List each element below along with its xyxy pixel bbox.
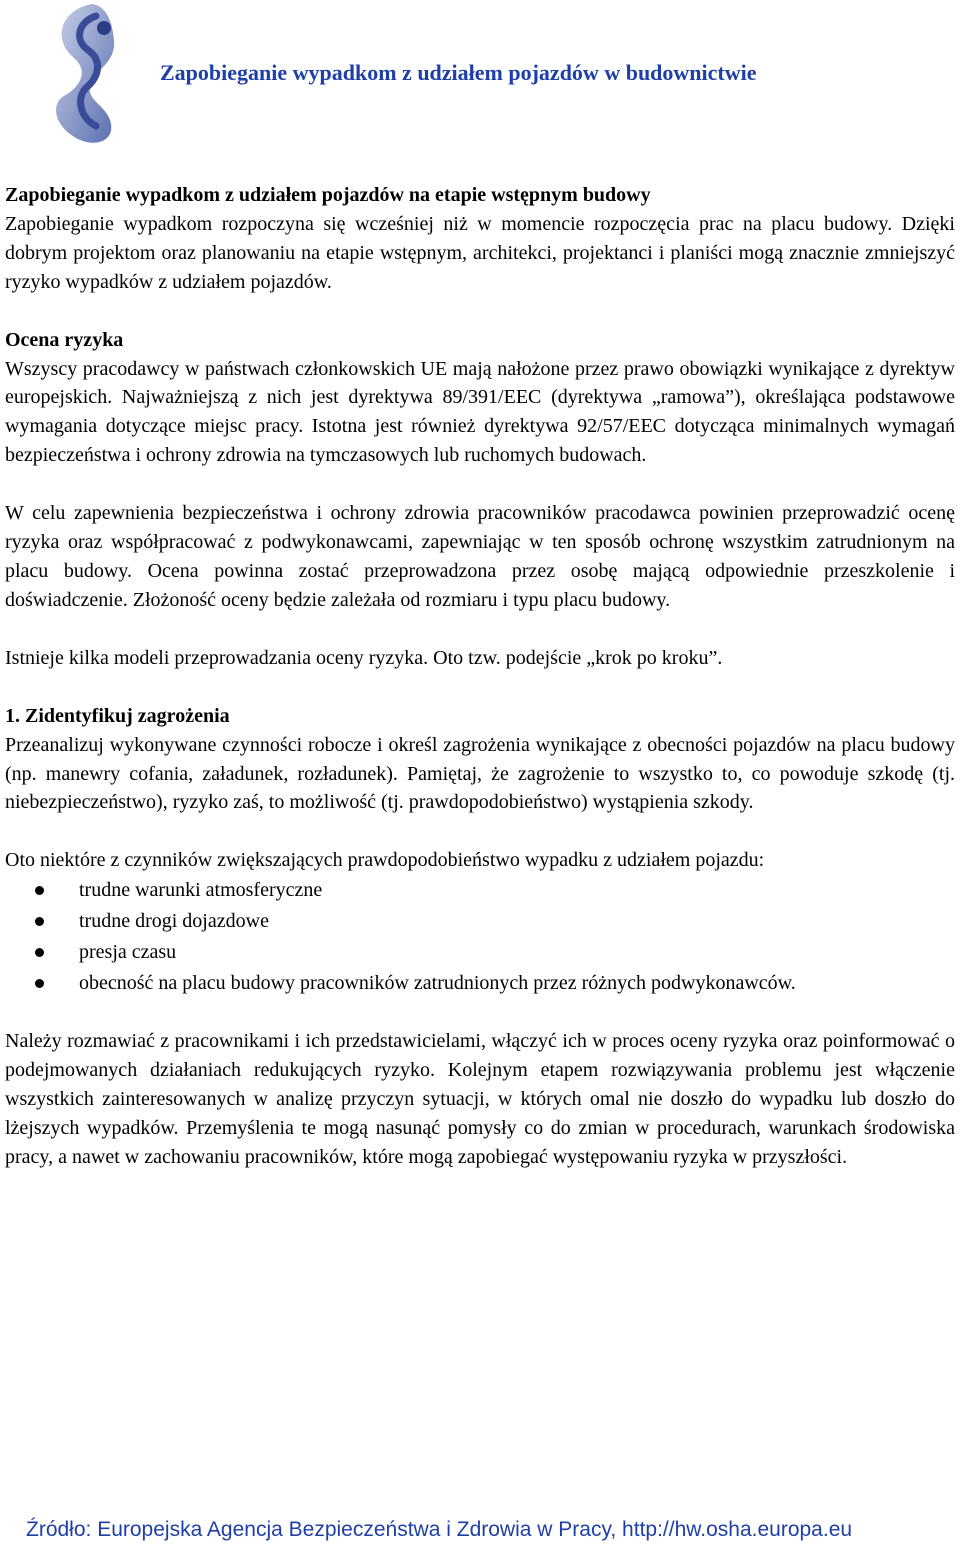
step-heading: 1. Zidentyfikuj zagrożenia — [5, 704, 230, 727]
paragraph: Wszyscy pracodawcy w państwach członkowskich UE mają nałożone przez prawo obowiązki wynikające z dyrektyw europejskich. Najważniejszą z nich jest dyrektywa 89/391/EEC (dyrektywa „ramowa”), określająca podstawowe wymagania dotyczące miejsc pracy. Istotna jest również dyrektywa 92/57/EEC dotycząca minimalnych wymagań bezpieczeństwa i ochrony zdrowia na tymczasowych lub ruchomych budowach. — [5, 357, 955, 467]
bullet-icon — [35, 917, 44, 926]
page-title: Zapobieganie wypadkom z udziałem pojazdów w budownictwie — [160, 60, 757, 85]
paragraph: Przeanalizuj wykonywane czynności robocze i określ zagrożenia wynikające z obecności pojazdów na placu budowy (np. manewry cofania, załadunek, rozładunek). Pamiętaj, że zagrożenie to wszystko to, co powoduje szkodę (tj. niebezpieczeństwo), ryzyko zaś, to możliwość (tj. prawdopodobieństwo) wystąpienia szkody. — [5, 733, 955, 814]
paragraph: Zapobieganie wypadkom rozpoczyna się wcześniej niż w momencie rozpoczęcia prac na placu budowy. Dzięki dobrym projektom oraz planowaniu na etapie wstępnym, architekci, projektanci i planiści mogą znacznie zmniejszyć ryzyko wypadków z udziałem pojazdów. — [5, 212, 955, 293]
paragraph: W celu zapewnienia bezpieczeństwa i ochrony zdrowia pracowników pracodawca powinien przeprowadzić ocenę ryzyka oraz współpracować z podwykonawcami, zapewniając w ten sposób ochronę wszystkim zatrudnionym na placu budowy. Ocena powinna zostać przeprowadzona przez osobę mającą odpowiednie przeszkolenie i doświadczenie. Złożoność oceny będzie zależała od rozmiaru i typu placu budowy. — [5, 502, 955, 611]
list-item: trudne warunki atmosferyczne — [5, 875, 955, 906]
source-footer: Źródło: Europejska Agencja Bezpieczeństwa i Zdrowia w Pracy, http://hw.osha.europa.eu — [26, 1518, 853, 1541]
paragraph: Oto niektóre z czynników zwiększających prawdopodobieństwo wypadku z udziałem pojazdu: — [5, 849, 765, 872]
list-item: trudne drogi dojazdowe — [5, 906, 955, 937]
bullet-icon — [35, 979, 44, 988]
factor-list — [5, 875, 955, 998]
document-body — [5, 181, 955, 1172]
bullet-icon — [35, 948, 44, 957]
section-heading: Zapobieganie wypadkom z udziałem pojazdów na etapie wstępnym budowy — [5, 184, 651, 206]
paragraph: Istnieje kilka modeli przeprowadzania oceny ryzyka. Oto tzw. podejście „krok po kroku”. — [5, 646, 723, 669]
list-item: obecność na placu budowy pracowników zatrudnionych przez różnych podwykonawców. — [5, 968, 955, 999]
osha-logo-icon — [30, 0, 140, 150]
paragraph: Należy rozmawiać z pracownikami i ich przedstawicielami, włączyć ich w proces oceny ryzyka oraz poinformować o podejmowanych działaniach redukujących ryzyko. Kolejnym etapem rozwiązywania problemu jest włączenie wszystkich zainteresowanych w analizę przyczyn sytuacji, w których omal nie doszło do wypadku lub doszło do lżejszych wypadków. Przemyślenia te mogą nasunąć pomysły co do zmian w procedurach, warunkach środowiska pracy, a nawet w zachowaniu pracowników, które mogą zapobiegać występowaniu ryzyka w przyszłości. — [5, 1030, 955, 1169]
list-item: presja czasu — [5, 937, 955, 968]
section-heading: Ocena ryzyka — [5, 328, 124, 351]
bullet-icon — [35, 886, 44, 895]
